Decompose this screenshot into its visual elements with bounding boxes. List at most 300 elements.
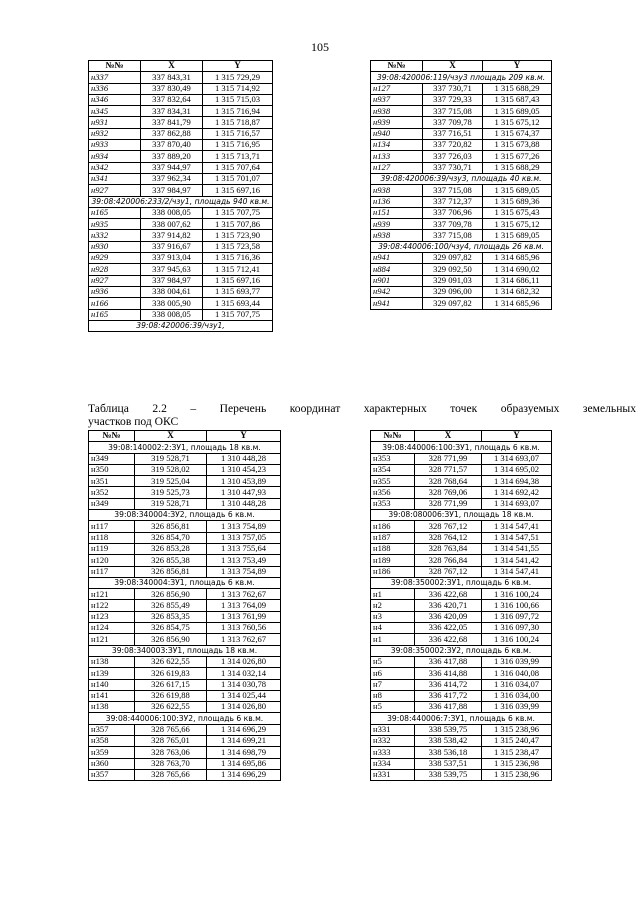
y-coordinate: 1 314 685,96 [483,253,552,264]
point-id: н122 [89,600,135,611]
x-coordinate: 326 619,83 [135,668,207,679]
point-id: н4 [371,623,415,634]
table-row [371,668,552,679]
table-row [89,298,273,309]
table-row [89,589,281,600]
point-id: н2 [371,600,415,611]
y-coordinate: 1 315 716,95 [203,140,273,151]
y-coordinate: 1 315 689,36 [483,196,552,207]
x-coordinate: 337 712,37 [423,196,483,207]
header-number: №№ [89,431,135,442]
table-row [371,275,552,286]
parcel-group-row [371,577,552,588]
header-x: X [135,431,207,442]
point-id: н355 [371,476,415,487]
table-row [371,498,552,509]
y-coordinate: 1 315 718,87 [203,117,273,128]
y-coordinate: 1 314 547,41 [482,521,552,532]
point-id: н7 [371,679,415,690]
x-coordinate: 326 617,15 [135,679,207,690]
point-id: н352 [89,487,135,498]
x-coordinate: 319 525,04 [135,476,207,487]
y-coordinate: 1 314 547,41 [482,566,552,577]
y-coordinate: 1 314 698,79 [207,747,281,758]
y-coordinate: 1 315 716,36 [203,253,273,264]
x-coordinate: 338 538,42 [415,736,482,747]
x-coordinate: 337 916,67 [141,241,203,252]
table-row [89,702,281,713]
y-coordinate: 1 313 754,89 [207,566,281,577]
page-number: 105 [311,40,329,54]
x-coordinate: 338 536,18 [415,747,482,758]
y-coordinate: 1 310 448,28 [207,453,281,464]
point-id: н901 [371,275,423,286]
x-coordinate: 337 843,31 [141,72,203,83]
table-row [89,253,273,264]
point-id: н931 [89,117,141,128]
y-coordinate: 1 314 686,11 [483,275,552,286]
point-id: н336 [89,83,141,94]
y-coordinate: 1 315 677,26 [483,151,552,162]
table-row [89,173,273,184]
x-coordinate: 328 765,66 [135,769,207,780]
y-coordinate: 1 315 689,05 [483,106,552,117]
point-id: н357 [89,724,135,735]
y-coordinate: 1 315 697,16 [203,275,273,286]
y-coordinate: 1 313 755,64 [207,543,281,554]
table-row [89,464,281,475]
point-id: н127 [371,83,423,94]
point-id: н6 [371,668,415,679]
y-coordinate: 1 315 238,96 [482,769,552,780]
table-row [89,72,273,83]
x-coordinate: 326 855,49 [135,600,207,611]
table-row [371,476,552,487]
point-id: н934 [89,151,141,162]
y-coordinate: 1 310 453,89 [207,476,281,487]
y-coordinate: 1 316 034,07 [482,679,552,690]
point-id: н933 [89,140,141,151]
point-id: н345 [89,106,141,117]
table-row [89,736,281,747]
table-row [371,521,552,532]
x-coordinate: 336 414,88 [415,668,482,679]
y-coordinate: 1 315 715,03 [203,94,273,105]
table-row [371,117,552,128]
coordinates-table-bottom-right [370,430,552,781]
x-coordinate: 328 766,84 [415,555,482,566]
y-coordinate: 1 315 707,86 [203,219,273,230]
table-row [89,566,281,577]
x-coordinate: 337 944,97 [141,162,203,173]
point-id: н939 [371,117,423,128]
x-coordinate: 326 856,90 [135,589,207,600]
table-row [89,309,273,320]
point-id: н359 [89,747,135,758]
table-row [89,668,281,679]
y-coordinate: 1 314 694,38 [482,476,552,487]
y-coordinate: 1 314 032,14 [207,668,281,679]
point-id: н936 [89,286,141,297]
table-row [89,106,273,117]
y-coordinate: 1 314 682,32 [483,286,552,297]
point-id: н187 [371,532,415,543]
point-id: н141 [89,690,135,701]
x-coordinate: 337 870,40 [141,140,203,151]
y-coordinate: 1 314 699,21 [207,736,281,747]
parcel-group-label: 39:08:440006:100:ЗУ1, площадь 6 кв.м. [371,442,552,453]
x-coordinate: 328 768,64 [415,476,482,487]
y-coordinate: 1 315 693,77 [203,286,273,297]
table-row [89,634,281,645]
y-coordinate: 1 313 753,49 [207,555,281,566]
y-coordinate: 1 314 693,07 [482,498,552,509]
x-coordinate: 337 914,82 [141,230,203,241]
x-coordinate: 336 414,72 [415,679,482,690]
table-row [89,679,281,690]
x-coordinate: 337 730,71 [423,162,483,173]
header-x: X [141,61,203,72]
y-coordinate: 1 315 674,37 [483,128,552,139]
y-coordinate: 1 314 541,42 [482,555,552,566]
y-coordinate: 1 315 689,05 [483,230,552,241]
y-coordinate: 1 313 757,05 [207,532,281,543]
y-coordinate: 1 315 713,71 [203,151,273,162]
table-row [371,464,552,475]
x-coordinate: 329 091,03 [423,275,483,286]
point-id: н941 [371,298,423,309]
x-coordinate: 336 422,68 [415,634,482,645]
table-row [89,230,273,241]
point-id: н186 [371,566,415,577]
table-row [89,264,273,275]
y-coordinate: 1 314 693,07 [482,453,552,464]
point-id: н351 [89,476,135,487]
table-row [371,532,552,543]
point-id: н337 [89,72,141,83]
y-coordinate: 1 315 712,41 [203,264,273,275]
x-coordinate: 326 854,70 [135,532,207,543]
table-row [89,83,273,94]
coordinates-table-bottom-left [88,430,281,781]
y-coordinate: 1 315 238,96 [482,724,552,735]
point-id: н117 [89,521,135,532]
y-coordinate: 1 314 026,80 [207,702,281,713]
point-id: н932 [89,128,141,139]
x-coordinate: 337 962,34 [141,173,203,184]
point-id: н8 [371,690,415,701]
x-coordinate: 338 005,90 [141,298,203,309]
y-coordinate: 1 315 723,90 [203,230,273,241]
table-row [371,286,552,297]
y-coordinate: 1 315 673,88 [483,140,552,151]
x-coordinate: 337 715,08 [423,106,483,117]
x-coordinate: 337 706,96 [423,207,483,218]
x-coordinate: 329 097,82 [423,253,483,264]
x-coordinate: 328 771,99 [415,453,482,464]
y-coordinate: 1 314 541,55 [482,543,552,554]
x-coordinate: 338 008,05 [141,309,203,320]
point-id: н927 [89,275,141,286]
x-coordinate: 337 709,78 [423,117,483,128]
table-row [89,185,273,196]
x-coordinate: 326 853,35 [135,611,207,622]
x-coordinate: 337 709,78 [423,219,483,230]
x-coordinate: 336 417,88 [415,702,482,713]
x-coordinate: 329 092,50 [423,264,483,275]
y-coordinate: 1 316 097,30 [482,623,552,634]
y-coordinate: 1 315 723,58 [203,241,273,252]
y-coordinate: 1 315 238,47 [482,747,552,758]
point-id: н121 [89,634,135,645]
parcel-group-row [371,713,552,724]
x-coordinate: 319 528,02 [135,464,207,475]
table-row [89,128,273,139]
y-coordinate: 1 310 447,93 [207,487,281,498]
header-y: Y [203,61,273,72]
y-coordinate: 1 315 675,12 [483,219,552,230]
table-row [89,241,273,252]
point-id: н165 [89,309,141,320]
table-row [89,724,281,735]
parcel-group-label: 39:08:350002:ЗУ1, площадь 6 кв.м. [371,577,552,588]
x-coordinate: 319 528,71 [135,498,207,509]
point-id: н127 [371,162,423,173]
y-coordinate: 1 316 039,99 [482,656,552,667]
header-x: X [415,431,482,442]
table-row [89,219,273,230]
x-coordinate: 328 765,01 [135,736,207,747]
table-row [371,453,552,464]
point-id: н124 [89,623,135,634]
parcel-group-label: 39:08:340003:ЗУ1, площадь 18 кв.м. [89,645,281,656]
y-coordinate: 1 310 454,23 [207,464,281,475]
y-coordinate: 1 316 039,99 [482,702,552,713]
parcel-group-label: 39:08:350002:ЗУ2, площадь 6 кв.м. [371,645,552,656]
y-coordinate: 1 314 685,96 [483,298,552,309]
y-coordinate: 1 316 040,08 [482,668,552,679]
x-coordinate: 337 716,51 [423,128,483,139]
x-coordinate: 329 096,00 [423,286,483,297]
y-coordinate: 1 313 754,89 [207,521,281,532]
point-id: н938 [371,106,423,117]
point-id: н331 [371,769,415,780]
point-id: н938 [371,230,423,241]
point-id: н939 [371,219,423,230]
point-id: н353 [371,453,415,464]
point-id: н937 [371,94,423,105]
header-y: Y [207,431,281,442]
point-id: н334 [371,758,415,769]
table-caption-continuation: участков под ОКС [88,415,179,428]
parcel-group-row [89,645,281,656]
x-coordinate: 338 008,05 [141,207,203,218]
point-id: н5 [371,702,415,713]
x-coordinate: 337 913,04 [141,253,203,264]
point-id: н350 [89,464,135,475]
table-row [89,453,281,464]
y-coordinate: 1 313 760,56 [207,623,281,634]
x-coordinate: 336 422,68 [415,589,482,600]
parcel-group-row [89,196,273,207]
y-coordinate: 1 313 761,99 [207,611,281,622]
parcel-group-label: 39:08:340004:ЗУ2, площадь 6 кв.м. [89,510,281,521]
x-coordinate: 337 730,71 [423,83,483,94]
table-row [89,476,281,487]
point-id: н5 [371,656,415,667]
header-y: Y [482,431,552,442]
y-coordinate: 1 316 034,00 [482,690,552,701]
point-id: н938 [371,185,423,196]
point-id: н3 [371,611,415,622]
table-row [371,253,552,264]
table-row [89,140,273,151]
y-coordinate: 1 315 693,44 [203,298,273,309]
point-id: н346 [89,94,141,105]
x-coordinate: 337 726,03 [423,151,483,162]
coordinates-table-top-right [370,60,552,310]
x-coordinate: 328 771,99 [415,498,482,509]
y-coordinate: 1 315 688,29 [483,162,552,173]
point-id: н136 [371,196,423,207]
point-id: н133 [371,151,423,162]
table-row [89,117,273,128]
parcel-group-row [371,72,552,83]
point-id: н333 [371,747,415,758]
parcel-group-label: 39:08:420006:119/чзу3 площадь 209 кв.м. [371,72,552,83]
point-id: н138 [89,702,135,713]
y-coordinate: 1 316 100,24 [482,589,552,600]
table-row [371,656,552,667]
point-id: н332 [371,736,415,747]
parcel-group-label: 39:08:140002:2:ЗУ1, площадь 18 кв.м. [89,442,281,453]
x-coordinate: 328 763,06 [135,747,207,758]
x-coordinate: 326 856,81 [135,521,207,532]
y-coordinate: 1 313 762,67 [207,589,281,600]
parcel-group-label: 39:08:080006:ЗУ1, площадь 18 кв.м. [371,510,552,521]
table-row [371,600,552,611]
y-coordinate: 1 316 097,72 [482,611,552,622]
table-row [371,219,552,230]
table-row [371,298,552,309]
parcel-group-row [89,510,281,521]
point-id: н165 [89,207,141,218]
x-coordinate: 337 715,08 [423,230,483,241]
table-row [371,769,552,780]
point-id: н942 [371,286,423,297]
x-coordinate: 338 539,75 [415,724,482,735]
y-coordinate: 1 315 240,47 [482,736,552,747]
y-coordinate: 1 315 701,07 [203,173,273,184]
point-id: н341 [89,173,141,184]
parcel-group-label: 39:08:440006:100/чзу4, площадь 26 кв.м. [371,241,552,252]
table-row [371,702,552,713]
table-row [371,207,552,218]
parcel-group-row [89,442,281,453]
y-coordinate: 1 315 707,75 [203,207,273,218]
point-id: н349 [89,453,135,464]
table-row [371,185,552,196]
x-coordinate: 328 769,06 [415,487,482,498]
x-coordinate: 328 767,12 [415,566,482,577]
x-coordinate: 337 729,33 [423,94,483,105]
x-coordinate: 328 771,57 [415,464,482,475]
point-id: н357 [89,769,135,780]
point-id: н134 [371,140,423,151]
table-row [371,487,552,498]
parcel-group-label: 39:08:440006:7:ЗУ1, площадь 6 кв.м. [371,713,552,724]
x-coordinate: 337 945,63 [141,264,203,275]
table-row [89,498,281,509]
coordinates-table-top-left [88,60,273,332]
point-id: н119 [89,543,135,554]
table-row [89,151,273,162]
table-row [89,162,273,173]
y-coordinate: 1 313 764,09 [207,600,281,611]
table-row [371,623,552,634]
point-id: н360 [89,758,135,769]
y-coordinate: 1 315 689,05 [483,185,552,196]
point-id: н929 [89,253,141,264]
x-coordinate: 337 984,97 [141,275,203,286]
parcel-group-row [371,241,552,252]
point-id: н123 [89,611,135,622]
table-row [89,94,273,105]
y-coordinate: 1 315 697,16 [203,185,273,196]
point-id: н930 [89,241,141,252]
point-id: н188 [371,543,415,554]
y-coordinate: 1 315 688,29 [483,83,552,94]
x-coordinate: 337 862,88 [141,128,203,139]
x-coordinate: 326 854,75 [135,623,207,634]
y-coordinate: 1 310 448,28 [207,498,281,509]
point-id: н140 [89,679,135,690]
y-coordinate: 1 314 692,42 [482,487,552,498]
x-coordinate: 338 004,61 [141,286,203,297]
y-coordinate: 1 314 695,86 [207,758,281,769]
x-coordinate: 328 767,12 [415,521,482,532]
point-id: н118 [89,532,135,543]
parcel-group-row [89,713,281,724]
x-coordinate: 328 763,70 [135,758,207,769]
point-id: н928 [89,264,141,275]
point-id: н186 [371,521,415,532]
table-row [89,758,281,769]
point-id: н121 [89,589,135,600]
point-id: н1 [371,589,415,600]
x-coordinate: 338 537,51 [415,758,482,769]
x-coordinate: 328 764,12 [415,532,482,543]
table-row [371,690,552,701]
parcel-group-label: 39:08:340004:ЗУ1, площадь 6 кв.м. [89,577,281,588]
table-row [371,736,552,747]
table-row [89,600,281,611]
table-row [371,128,552,139]
y-coordinate: 1 315 707,75 [203,309,273,320]
table-row [89,286,273,297]
table-row [371,83,552,94]
point-id: н120 [89,555,135,566]
x-coordinate: 336 422,05 [415,623,482,634]
header-x: X [423,61,483,72]
x-coordinate: 337 834,31 [141,106,203,117]
x-coordinate: 328 763,84 [415,543,482,554]
table-row [371,634,552,645]
table-row [371,566,552,577]
x-coordinate: 319 525,73 [135,487,207,498]
point-id: н1 [371,634,415,645]
x-coordinate: 336 417,88 [415,656,482,667]
